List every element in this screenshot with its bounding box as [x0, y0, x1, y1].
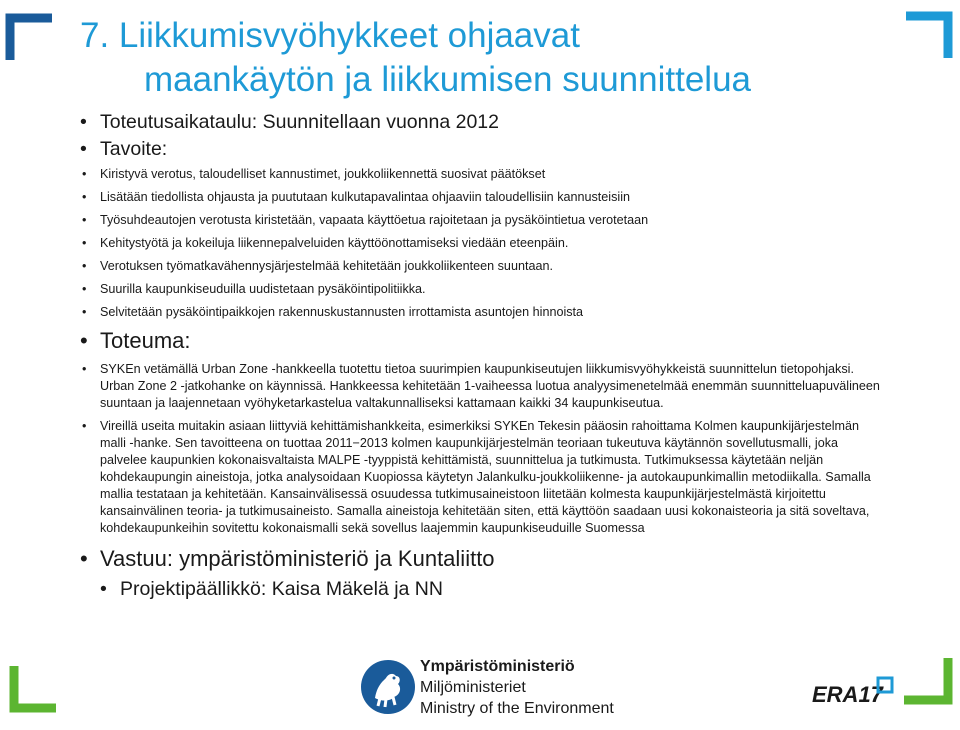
goal-point: • Kehitystyötä ja kokeiluja liikennepalveluiden käyttöönottamiseksi viedään eteenpäin.: [80, 235, 880, 252]
schedule-bullet: • Toteutusaikataulu: Suunnitellaan vuonna 2012: [80, 110, 880, 134]
ministry-name-sv: Miljöministeriet: [420, 679, 526, 696]
goal-point: • Kiristyvä verotus, taloudelliset kannustimet, joukkoliikennettä suosivat päätökset: [80, 166, 880, 183]
era17-logo-text: ERA17: [812, 682, 883, 706]
responsibility-bullet: • Vastuu: ympäristöministeriö ja Kuntaliitto: [80, 545, 880, 573]
result-heading: • Toteuma:: [80, 327, 880, 355]
goal-point: • Selvitetään pysäköintipaikkojen rakennuskustannusten irrottamista asuntojen hinnoista: [80, 304, 880, 321]
result-point: • SYKEn vetämällä Urban Zone -hankkeella tuotettu tietoa suurimpien kaupunkiseutujen liikkumisvyöhykkeistä suunnittelun tietopohjaksi. Urban Zone 2 -jatkohanke on käynnissä. Hankkeessa kehitetään 1-vaiheessa luotua analyysimenetelmää enemmän suunnitteluapuvälineen suuntaan ja laajennetaan vyöhyketarkastelua valtakunnalliseksi kattamaan kaikki 34 kaupunkiseutua.: [80, 361, 880, 412]
goal-heading: • Tavoite:: [80, 137, 880, 161]
project-manager-bullet: • Projektipäällikkö: Kaisa Mäkelä ja NN: [80, 577, 880, 601]
ministry-name-en: Ministry of the Environment: [420, 700, 614, 717]
goal-point: • Verotuksen työmatkavähennysjärjestelmää kehitetään joukkoliikenteen suuntaan.: [80, 258, 880, 275]
lion-crest-icon: [360, 654, 416, 720]
corner-bracket-bottom-right-icon: [900, 652, 956, 708]
title-line-2: maankäytön ja liikkumisen suunnittelua: [144, 60, 751, 99]
slide-content: [80, 110, 880, 601]
goal-point: • Suurilla kaupunkiseuduilla uudistetaan pysäköintipolitiikka.: [80, 281, 880, 298]
title-line-1: 7. Liikkumisvyöhykkeet ohjaavat: [80, 16, 580, 55]
ministry-logo-text: [420, 656, 614, 719]
goal-point: • Lisätään tiedollista ohjausta ja puututaan kulkutapavalintaa ohjaaviin taloudellisiin kannusteisiin: [80, 189, 880, 206]
goal-point: • Työsuhdeautojen verotusta kiristetään, vapaata käyttöetua rajoitetaan ja pysäköintietua verotetaan: [80, 212, 880, 229]
result-list: [80, 361, 880, 537]
corner-bracket-bottom-left-icon: [6, 662, 60, 716]
slide-title: [80, 14, 940, 102]
goal-list: [80, 166, 880, 321]
ministry-name-fi: Ympäristöministeriö: [420, 658, 575, 675]
result-point: • Vireillä useita muitakin asiaan liittyviä kehittämishankkeita, esimerkiksi SYKEn Tekesin pääosin rahoittama Kolmen kaupunkijärjestelmän malli -hanke. Sen tavoitteena on tuottaa 2011−2013 kolmen kaupunkijärjestelmän teoriaan tukeutuva käytännön sovellutusmalli, joka palvelee kaupunkien kokonaisvaltaista MALPE -tyyppistä kehittämistä, suunnittelua ja tutkimusta. Tutkimuksessa käytetään neljän kohdekaupungin aineistoja, jotka analysoidaan Kuopiossa käytetyn Jalankulku-joukkoliikenne- ja autokaupunkimallin metodiikalla. Samalla mallia testataan ja kehitetään. Kansainvälisessä osuudessa tutkimusaineistoon liitetään kolmesta kaupunkijärjestelmästä kirjoitettu kansainvälinen teoria- ja tutkimusaineisto. Samalla aineistoja kehitetään siten, että käyttöön saadaan uusi kokonaisteoria ja sitä soveltava, kohdekaupunkeihin sovitettu kokonaismalli sekä sovellus laajemmin kaupunkiseuduille Suomessa: [80, 418, 880, 537]
era17-logo-icon: [812, 676, 896, 706]
corner-bracket-top-left-icon: [2, 10, 54, 62]
